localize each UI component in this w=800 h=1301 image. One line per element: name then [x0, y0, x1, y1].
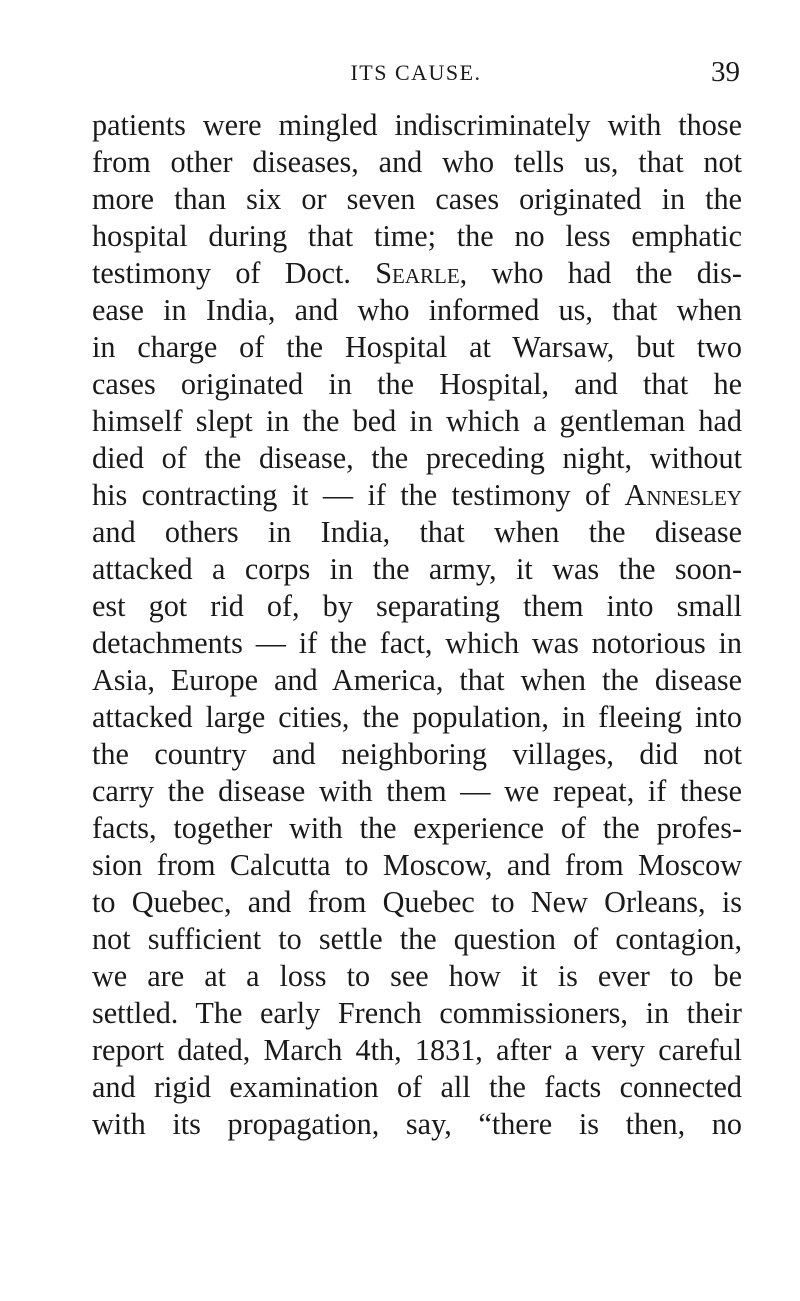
text-line: detachments — if the fact, which was notorious in: [92, 626, 742, 660]
text-line: settled. The early French commissioners, in their: [92, 996, 742, 1030]
text-line: the country and neighboring villages, did not: [92, 737, 742, 771]
text-line: with its propagation, say, “there is then, no: [92, 1107, 742, 1141]
body-text: [92, 107, 742, 1143]
text-line: testimony of Doct. Searle, who had the dis-: [92, 256, 742, 290]
running-head-title: ITS CAUSE.: [350, 60, 482, 85]
text-line: to Quebec, and from Quebec to New Orleans, is: [92, 885, 742, 919]
text-line: carry the disease with them — we repeat, if these: [92, 774, 742, 808]
small-caps-name: Annesley: [624, 478, 742, 512]
text-line: ease in India, and who informed us, that when: [92, 293, 742, 327]
text-line: in charge of the Hospital at Warsaw, but two: [92, 330, 742, 364]
text-line: sion from Calcutta to Moscow, and from Moscow: [92, 848, 742, 882]
text-line: report dated, March 4th, 1831, after a very careful: [92, 1033, 742, 1067]
text-line: and others in India, that when the disease: [92, 515, 742, 549]
text-line: more than six or seven cases originated in the: [92, 182, 742, 216]
text-line: facts, together with the experience of the profes-: [92, 811, 742, 845]
page-number: 39: [711, 56, 740, 88]
text-line: hospital during that time; the no less emphatic: [92, 219, 742, 253]
text-line: died of the disease, the preceding night, without: [92, 441, 742, 475]
text-line: we are at a loss to see how it is ever to be: [92, 959, 742, 993]
text-line: not sufficient to settle the question of contagion,: [92, 922, 742, 956]
text-line: his contracting it — if the testimony of Annesley: [92, 478, 742, 512]
text-line: est got rid of, by separating them into small: [92, 589, 742, 623]
text-line: and rigid examination of all the facts connected: [92, 1070, 742, 1104]
text-line: attacked a corps in the army, it was the soon-: [92, 552, 742, 586]
text-line: from other diseases, and who tells us, that not: [92, 145, 742, 179]
small-caps-name: Searle: [375, 256, 460, 290]
text-line: Asia, Europe and America, that when the disease: [92, 663, 742, 697]
text-line: attacked large cities, the population, in fleeing into: [92, 700, 742, 734]
text-line: cases originated in the Hospital, and that he: [92, 367, 742, 401]
text-line: patients were mingled indiscriminately with those: [92, 108, 742, 142]
running-head: [92, 58, 740, 94]
text-line: himself slept in the bed in which a gentleman had: [92, 404, 742, 438]
